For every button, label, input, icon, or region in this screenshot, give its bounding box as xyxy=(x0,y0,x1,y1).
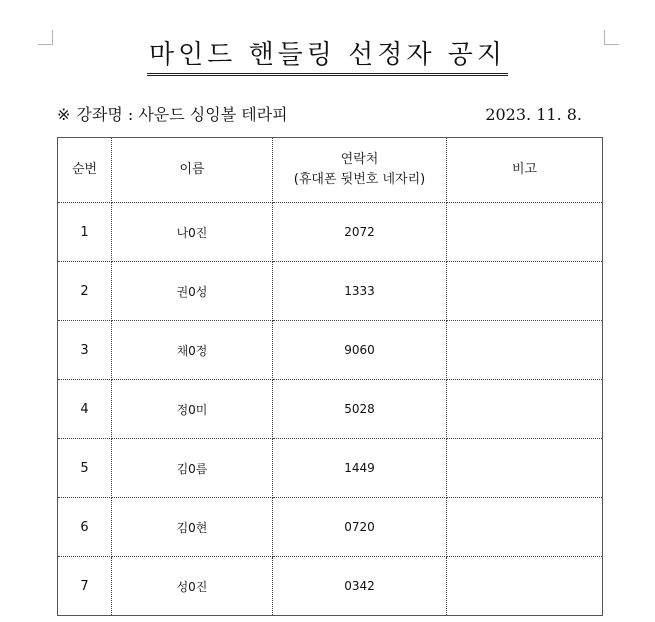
cell-phone: 0720 xyxy=(273,498,447,557)
document-title: 마인드 핸들링 선정자 공지 xyxy=(147,38,508,76)
cell-number: 3 xyxy=(58,321,112,380)
header-name: 이름 xyxy=(112,138,273,203)
header-contact xyxy=(273,138,447,203)
cell-name: 나0진 xyxy=(112,203,273,262)
cell-number: 4 xyxy=(58,380,112,439)
cell-name: 김0름 xyxy=(112,439,273,498)
cell-note xyxy=(447,498,603,557)
table-row xyxy=(58,203,603,262)
cell-number: 5 xyxy=(58,439,112,498)
selection-table xyxy=(57,137,603,616)
table-row xyxy=(58,557,603,616)
table-row xyxy=(58,262,603,321)
cell-phone: 1333 xyxy=(273,262,447,321)
header-contact-line1: 연락처 xyxy=(340,152,379,167)
cell-note xyxy=(447,380,603,439)
cell-note xyxy=(447,557,603,616)
cell-number: 7 xyxy=(58,557,112,616)
document-title-block xyxy=(0,38,655,76)
cell-number: 6 xyxy=(58,498,112,557)
cell-note xyxy=(447,321,603,380)
table-row xyxy=(58,498,603,557)
cell-name: 정0미 xyxy=(112,380,273,439)
cell-note xyxy=(447,262,603,321)
reference-mark: ※ xyxy=(57,105,71,124)
table-row xyxy=(58,321,603,380)
cell-number: 1 xyxy=(58,203,112,262)
header-number: 순번 xyxy=(58,138,112,203)
header-note: 비고 xyxy=(447,138,603,203)
cell-phone: 0342 xyxy=(273,557,447,616)
cell-name: 권0성 xyxy=(112,262,273,321)
header-contact-line2: (휴대폰 뒷번호 네자리) xyxy=(293,172,426,187)
table-row xyxy=(58,380,603,439)
cell-phone: 1449 xyxy=(273,439,447,498)
cell-note xyxy=(447,203,603,262)
table-header-row xyxy=(58,138,603,203)
cell-name: 김0현 xyxy=(112,498,273,557)
cell-phone: 9060 xyxy=(273,321,447,380)
course-name: 강좌명 : 사운드 싱잉볼 테라피 xyxy=(76,105,288,124)
cell-name: 성0진 xyxy=(112,557,273,616)
cell-name: 채0정 xyxy=(112,321,273,380)
cell-phone: 2072 xyxy=(273,203,447,262)
course-line xyxy=(57,104,288,126)
cell-number: 2 xyxy=(58,262,112,321)
cell-note xyxy=(447,439,603,498)
notice-date: 2023. 11. 8. xyxy=(485,105,582,124)
table-row xyxy=(58,439,603,498)
cell-phone: 5028 xyxy=(273,380,447,439)
